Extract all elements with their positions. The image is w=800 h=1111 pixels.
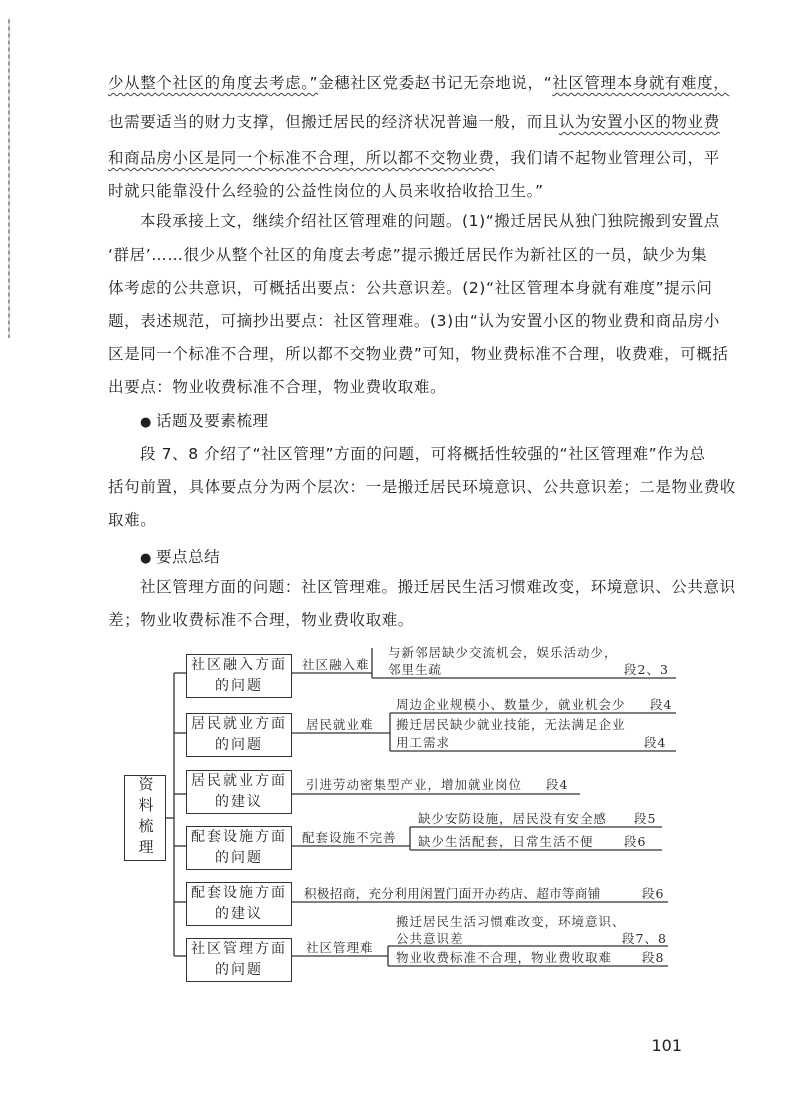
key-points-line: 社区管理方面的问题：社区管理难。搬迁居民生活习惯难改变，环境意识、公共意识 [140, 578, 736, 596]
summary-line: 括句前置，具体要点分为两个层次：一是搬迁居民环境意识、公共意识差；二是物业费收 [108, 478, 736, 496]
quote-wavy: 和商品房小区是同一个标准不合理，所以都不交物业费 [108, 149, 495, 167]
mindmap-leaf: 邻里生疏 [388, 662, 443, 677]
analysis-line: 区是同一个标准不合理，所以都不交物业费”可知，物业费标准不合理，收费难，可概括 [108, 345, 729, 363]
quote-wavy: 社区管理本身就有难度， [552, 74, 730, 92]
analysis-line: 本段承接上文，继续介绍社区管理难的问题。(1)“搬迁居民从独门独院搬到安置点 [140, 212, 720, 230]
paragraph1-line2: 也需要适当的财力支撑，但搬迁居民的经济状况普遍一般，而且认为安置小区的物业费 [108, 113, 720, 131]
section-heading: ● 要点总结 [140, 547, 220, 569]
mindmap-leaf: 物业收费标准不合理，物业费收取难 [396, 950, 613, 965]
mindmap-branch-box: 居民就业方面 的问题 [186, 713, 292, 757]
mindmap-ref: 段2、3 [624, 662, 669, 677]
paragraph1-line4: 时就只能靠没什么经验的公益性岗位的人员来收拾收拾卫生。” [108, 182, 544, 200]
mindmap-ref: 段5 [634, 811, 657, 826]
mindmap-ref: 段7、8 [622, 931, 667, 946]
mindmap-ref: 段6 [624, 834, 647, 849]
mindmap-key-label: 居民就业难 [306, 717, 374, 732]
quote-wavy: 少从整个社区的角度去考虑。” [108, 74, 319, 92]
mindmap-leaf: 用工需求 [396, 735, 451, 750]
paragraph1-line1: 少从整个社区的角度去考虑。”金穗社区党委赵书记无奈地说，“社区管理本身就有难度， [108, 74, 730, 92]
summary-line: 段 7、8 介绍了“社区管理”方面的问题，可将概括性较强的“社区管理难”作为总 [140, 445, 706, 463]
mindmap-leaf: 与新邻居缺少交流机会，娱乐活动少， [388, 645, 618, 660]
mindmap-key-label: 配套设施不完善 [302, 830, 397, 845]
mindmap-key-label: 社区融入难 [302, 657, 370, 672]
summary-line: 取难。 [108, 511, 157, 529]
mindmap-leaf: 搬迁居民生活习惯难改变，环境意识、 [396, 914, 626, 929]
mindmap-ref: 段4 [644, 735, 667, 750]
paragraph1-line3: 和商品房小区是同一个标准不合理，所以都不交物业费，我们请不起物业管理公司，平 [108, 149, 720, 167]
mindmap-leaf: 积极招商，充分利用闲置门面开办药店、超市等商铺 [304, 886, 601, 901]
mindmap-branch-box: 社区融入方面 的问题 [186, 654, 292, 698]
mindmap-ref: 段4 [546, 777, 569, 792]
mindmap-ref: 段8 [642, 950, 665, 965]
mindmap-key-label: 社区管理难 [306, 940, 374, 955]
mindmap-leaf: 周边企业规模小、数量少，就业机会少 [396, 697, 626, 712]
page-number: 101 [651, 1036, 682, 1055]
analysis-line: ‘群居’……很少从整个社区的角度去考虑”提示搬迁居民作为新社区的一员，缺少为集 [108, 246, 708, 264]
key-points-line: 差；物业收费标准不合理，物业费收取难。 [108, 611, 414, 629]
quote-wavy: 认为安置小区的物业费 [558, 113, 720, 131]
mindmap-branch-box: 社区管理方面 的问题 [186, 938, 292, 982]
mindmap-branch-box: 配套设施方面 的建议 [186, 882, 292, 926]
mindmap-root: 资料梳理 [124, 775, 166, 861]
mindmap-ref: 段6 [642, 886, 665, 901]
mindmap-leaf: 缺少安防设施，居民没有安全感 [418, 811, 608, 826]
analysis-line: 体考虑的公共意识，可概括出要点：公共意识差。(2)“社区管理本身就有难度”提示问 [108, 279, 713, 297]
mindmap-leaf: 引进劳动密集型产业，增加就业岗位 [306, 777, 523, 792]
section-heading: ● 话题及要素梳理 [140, 411, 269, 433]
mindmap-branch-box: 配套设施方面 的问题 [186, 826, 292, 870]
analysis-line: 出要点：物业收费标准不合理，物业费收取难。 [108, 378, 447, 396]
mindmap-leaf: 公共意识差 [396, 931, 464, 946]
mindmap-branch-box: 居民就业方面 的建议 [186, 770, 292, 814]
mindmap-ref: 段4 [650, 697, 673, 712]
mindmap-leaf: 缺少生活配套，日常生活不便 [418, 834, 594, 849]
mindmap-leaf: 搬迁居民缺少就业技能，无法满足企业 [396, 717, 626, 732]
analysis-line: 题，表述规范，可摘抄出要点：社区管理难。(3)由“认为安置小区的物业费和商品房小 [108, 312, 720, 330]
